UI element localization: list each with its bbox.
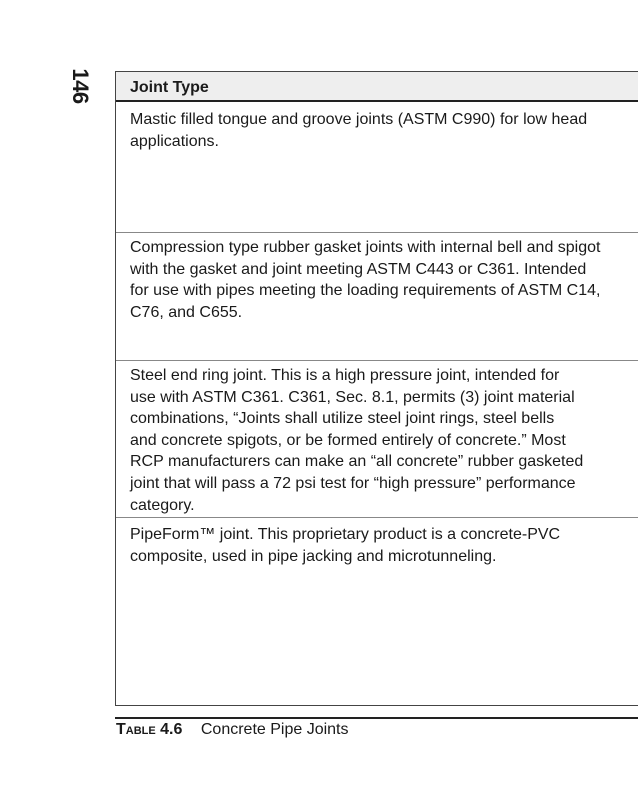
row-text: Steel end ring joint. This is a high pressure joint, intended for use with ASTM C361. C361, Sec. 8.1, permits (3) joint material combinations, “Joints shall utilize steel joint rings, steel bells and concrete spigots, or be formed entirely of concrete.” Most RCP manufacturers can make an “all concrete” rubber gasketed joint that will pass a 72 psi test for “high pressure” performance category. [130,367,584,514]
row-text: PipeForm™ joint. This proprietary product is a concrete-PVC composite, used in pipe jacking and microtunneling. [130,526,561,565]
table-row [116,102,638,233]
table-row [116,518,638,705]
table-row [116,233,638,361]
row-text: Compression type rubber gasket joints with internal bell and spigot with the gasket and joint meeting ASTM C443 or C361. Intended for use with pipes meeting the loading requirements of ASTM C14, C76, and C655. [130,239,601,321]
column-header-joint-type: Joint Type [130,79,209,96]
caption-rule [115,717,638,719]
table-caption [116,721,349,739]
caption-title: Concrete Pipe Joints [200,721,349,738]
page-number: 146 [68,68,93,104]
table-header [116,72,638,102]
joint-type-table [115,71,638,706]
caption-label: Table 4.6 [116,721,183,738]
row-text: Mastic filled tongue and groove joints (ASTM C990) for low head applications. [130,111,588,150]
table-row [116,361,638,518]
